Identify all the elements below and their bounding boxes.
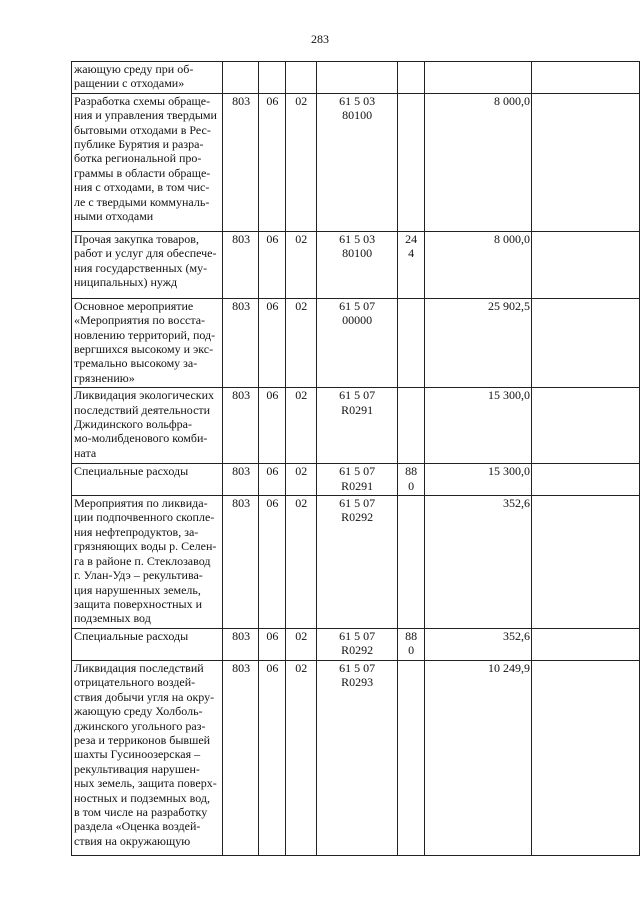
expense-type-cell — [397, 496, 424, 629]
amount-cell: 15 300,0 — [424, 388, 531, 464]
section-code-cell: 06 — [258, 464, 285, 496]
expense-type-cell: 24 4 — [397, 231, 424, 298]
amount-cell — [424, 62, 531, 94]
subsection-code-cell: 02 — [285, 231, 316, 298]
target-article-cell: 61 5 07 R0291 — [316, 464, 397, 496]
budget-table — [71, 61, 640, 856]
ministry-code-cell: 803 — [223, 93, 259, 231]
section-code-cell — [258, 62, 285, 94]
target-article-cell: 61 5 07 00000 — [316, 298, 397, 387]
empty-cell — [532, 496, 640, 629]
row-name-cell: Специальные расходы — [72, 464, 223, 496]
table-row — [72, 388, 640, 464]
section-code-cell: 06 — [258, 629, 285, 661]
section-code-cell: 06 — [258, 388, 285, 464]
amount-cell: 15 300,0 — [424, 464, 531, 496]
section-code-cell: 06 — [258, 496, 285, 629]
row-name-cell: Мероприятия по ликвида- ции подпочвенного скопле- ния нефтепродуктов, за- грязняющих воды р. Селен- га в районе п. Стеклозавод г. Улан-Удэ – рекультива- ция нарушенных земель, защита поверхностных и подземных вод — [72, 496, 223, 629]
row-name-cell: Основное мероприятие «Мероприятия по восста- новлению территорий, под- вергшихся высокому и экс- тремально высокому за- грязнению» — [72, 298, 223, 387]
ministry-code-cell: 803 — [223, 660, 259, 855]
table-row — [72, 93, 640, 231]
empty-cell — [532, 62, 640, 94]
table-row — [72, 62, 640, 94]
section-code-cell: 06 — [258, 660, 285, 855]
expense-type-cell: 88 0 — [397, 464, 424, 496]
empty-cell — [532, 629, 640, 661]
expense-type-cell — [397, 298, 424, 387]
target-article-cell: 61 5 03 80100 — [316, 93, 397, 231]
subsection-code-cell: 02 — [285, 388, 316, 464]
row-name-cell: Разработка схемы обраще- ния и управления твердыми бытовыми отходами в Рес- публике Бурятия и разра- ботка региональной про- граммы в области обраще- ния с отходами, в том чис- ле с твердыми коммуналь- ными отходами — [72, 93, 223, 231]
amount-cell: 25 902,5 — [424, 298, 531, 387]
ministry-code-cell: 803 — [223, 298, 259, 387]
empty-cell — [532, 231, 640, 298]
subsection-code-cell: 02 — [285, 496, 316, 629]
ministry-code-cell: 803 — [223, 231, 259, 298]
subsection-code-cell: 02 — [285, 298, 316, 387]
target-article-cell: 61 5 07 R0292 — [316, 629, 397, 661]
expense-type-cell — [397, 388, 424, 464]
target-article-cell: 61 5 07 R0292 — [316, 496, 397, 629]
section-code-cell: 06 — [258, 231, 285, 298]
table-row — [72, 660, 640, 855]
subsection-code-cell: 02 — [285, 464, 316, 496]
target-article-cell — [316, 62, 397, 94]
table-row — [72, 496, 640, 629]
target-article-cell: 61 5 07 R0291 — [316, 388, 397, 464]
ministry-code-cell: 803 — [223, 464, 259, 496]
ministry-code-cell: 803 — [223, 496, 259, 629]
empty-cell — [532, 660, 640, 855]
amount-cell: 352,6 — [424, 629, 531, 661]
amount-cell: 8 000,0 — [424, 231, 531, 298]
row-name-cell: Прочая закупка товаров, работ и услуг для обеспече- ния государственных (му- ниципальных) нужд — [72, 231, 223, 298]
subsection-code-cell — [285, 62, 316, 94]
row-name-cell: Ликвидация последствий отрицательного воздей- ствия добычи угля на окру- жающую среду Холболь- джинского угольного раз- реза и терриконов бывшей шахты Гусиноозерская – рекультивация нарушен- ных земель, защита поверх- ностных и подземных вод, в том числе на разработку раздела «Оценка воздей- ствия на окружающую — [72, 660, 223, 855]
empty-cell — [532, 388, 640, 464]
empty-cell — [532, 464, 640, 496]
section-code-cell: 06 — [258, 93, 285, 231]
table-row — [72, 231, 640, 298]
row-name-cell: Специальные расходы — [72, 629, 223, 661]
ministry-code-cell: 803 — [223, 388, 259, 464]
amount-cell: 8 000,0 — [424, 93, 531, 231]
expense-type-cell: 88 0 — [397, 629, 424, 661]
expense-type-cell — [397, 660, 424, 855]
empty-cell — [532, 93, 640, 231]
row-name-cell: жающую среду при об- ращении с отходами» — [72, 62, 223, 94]
expense-type-cell — [397, 93, 424, 231]
subsection-code-cell: 02 — [285, 93, 316, 231]
target-article-cell: 61 5 03 80100 — [316, 231, 397, 298]
ministry-code-cell: 803 — [223, 629, 259, 661]
table-row — [72, 464, 640, 496]
subsection-code-cell: 02 — [285, 629, 316, 661]
section-code-cell: 06 — [258, 298, 285, 387]
ministry-code-cell — [223, 62, 259, 94]
amount-cell: 10 249,9 — [424, 660, 531, 855]
empty-cell — [532, 298, 640, 387]
subsection-code-cell: 02 — [285, 660, 316, 855]
target-article-cell: 61 5 07 R0293 — [316, 660, 397, 855]
row-name-cell: Ликвидация экологических последствий деятельности Джидинского вольфра- мо-молибденового комби- ната — [72, 388, 223, 464]
amount-cell: 352,6 — [424, 496, 531, 629]
page-number: 283 — [311, 32, 329, 46]
table-row — [72, 629, 640, 661]
expense-type-cell — [397, 62, 424, 94]
table-row — [72, 298, 640, 387]
